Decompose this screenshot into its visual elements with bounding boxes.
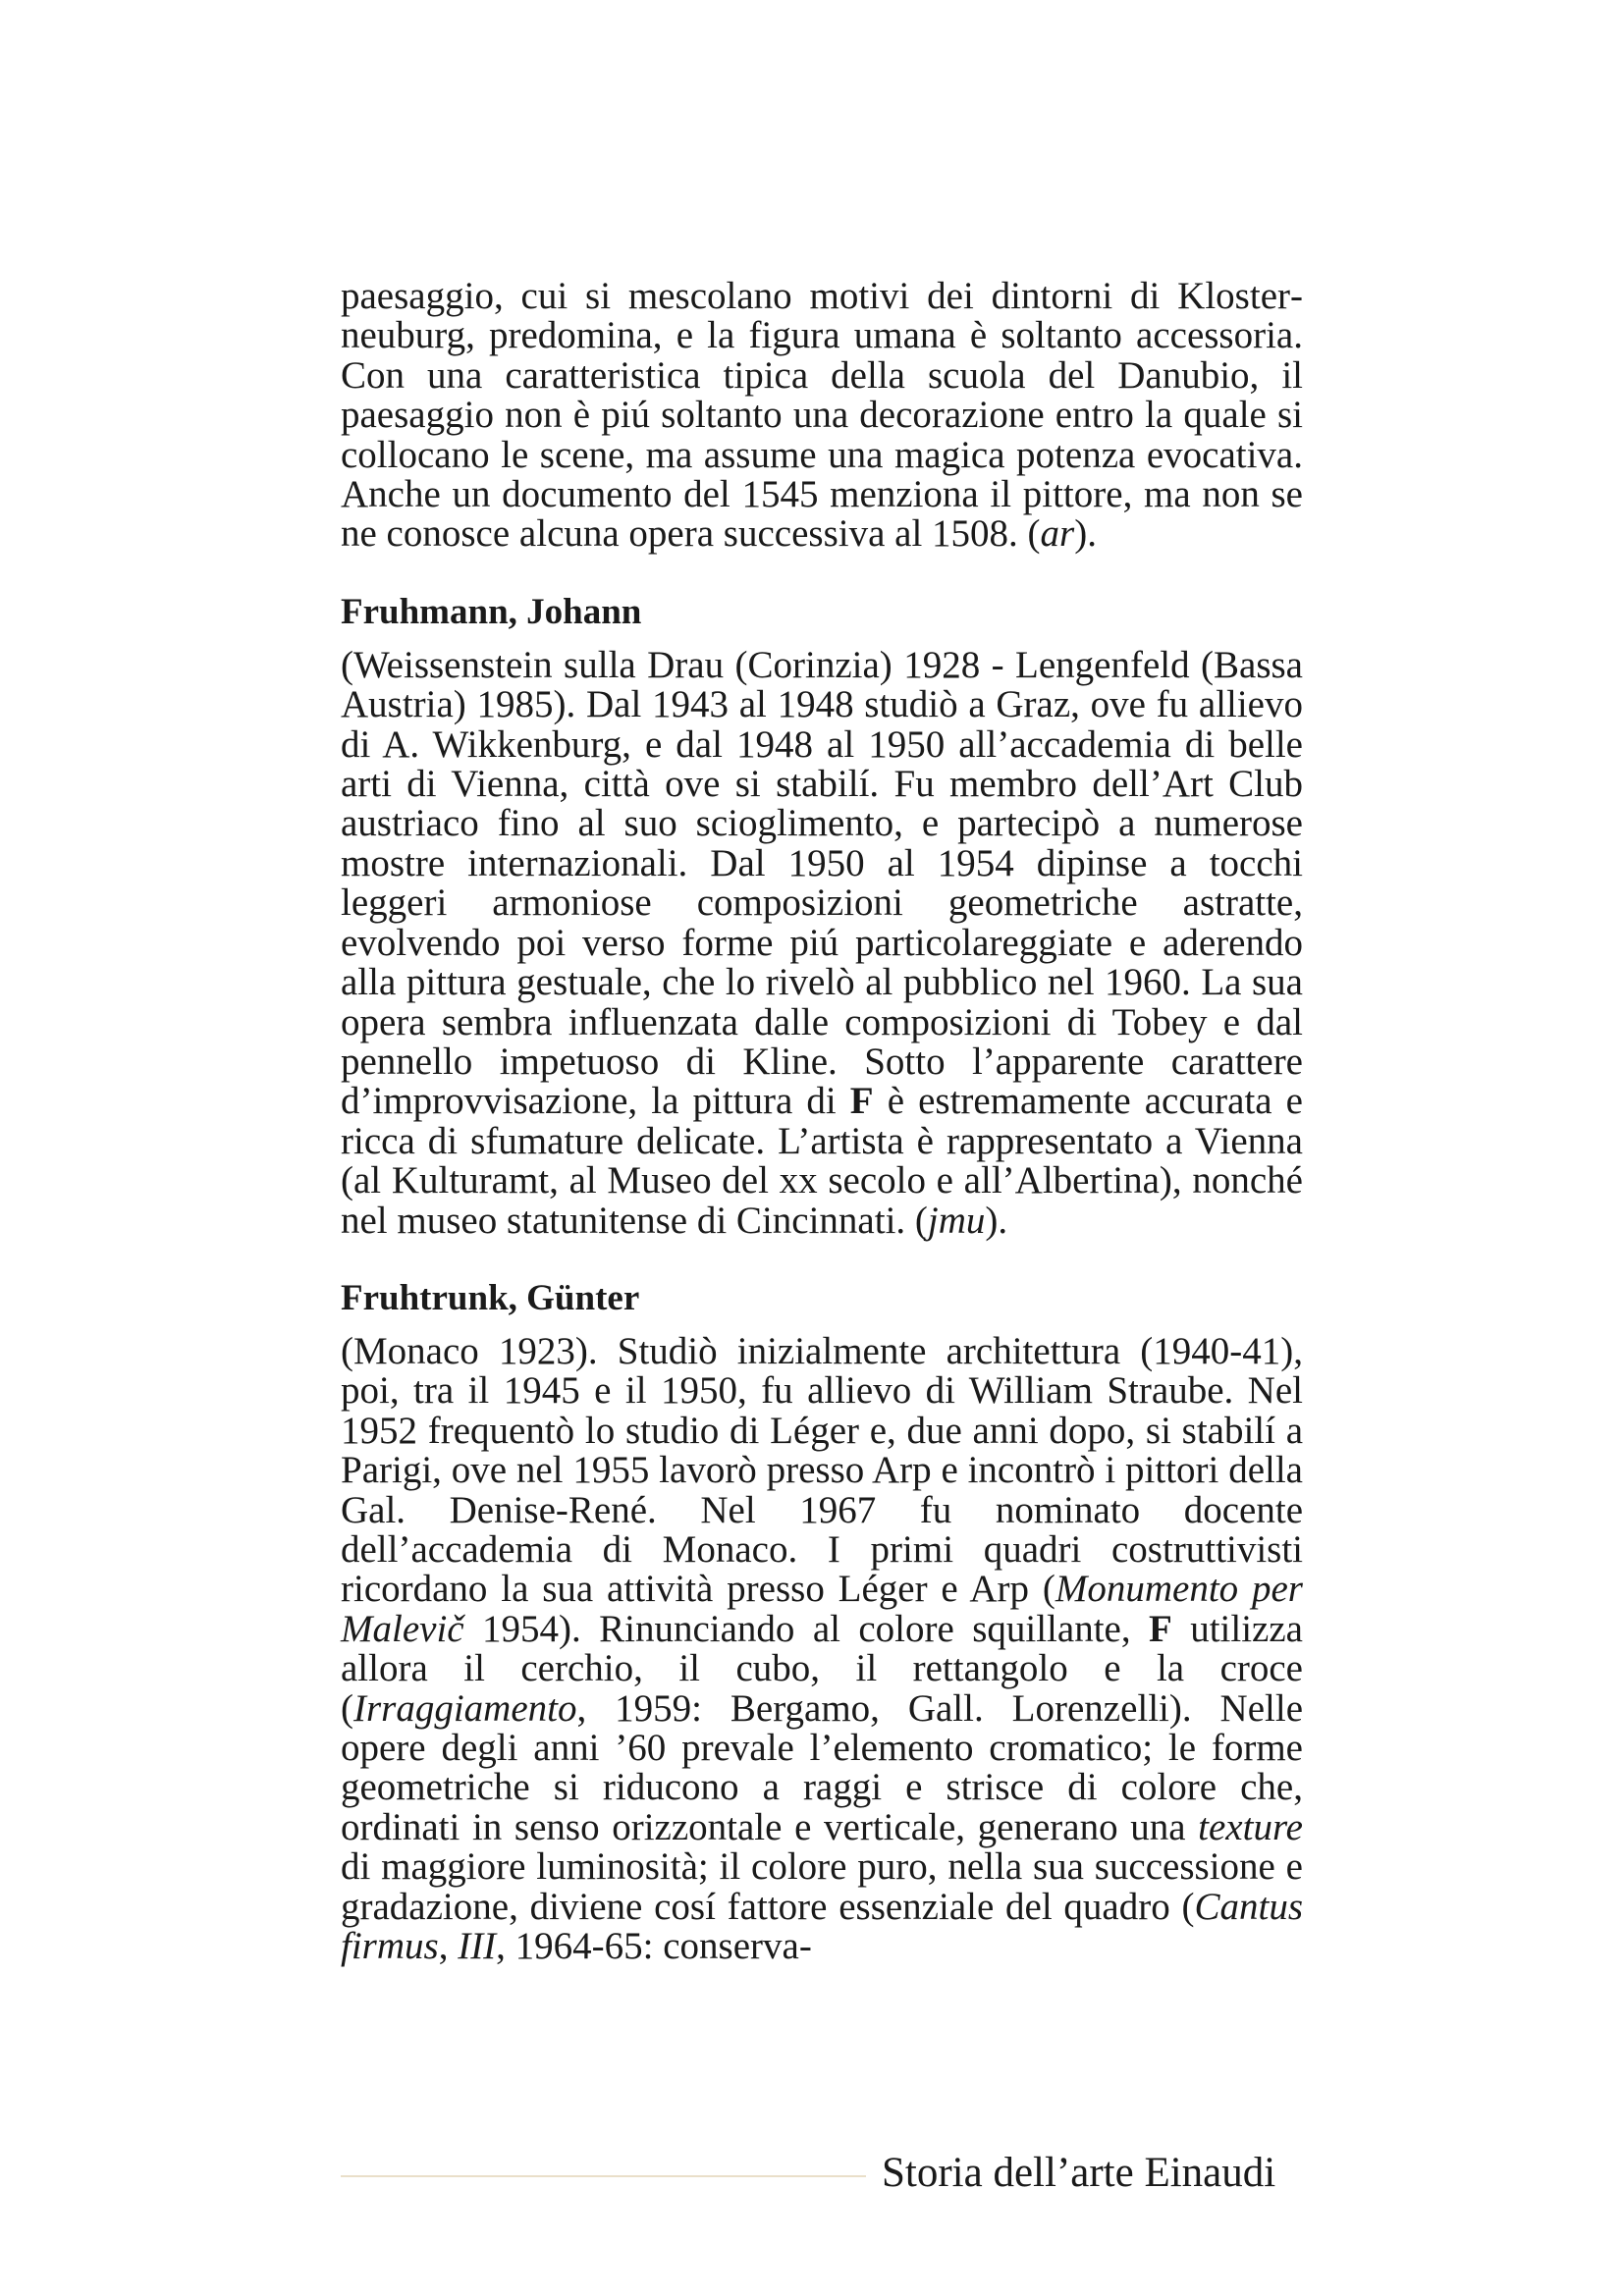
entry-body-fruhtrunk: (Monaco 1923). Studiò inizialmente architettura (1940-41), poi, tra il 1945 e il 1950, fu allievo di William Straube. Nel 1952 frequentò lo studio di Léger e, due anni dopo, si stabilí a Parigi, ove nel 1955 lavorò presso Arp e incontrò i pittori della Gal. Denise-René. Nel 1967 fu nominato docente dell’accademia di Monaco. I primi quadri costruttivisti ricordano la sua attività presso Léger e Arp (Monumento per Malevič 1954). Rinunciando al colore squillante, F utilizza allora il cerchio, il cubo, il rettangolo e la croce (Irraggiamento, 1959: Bergamo, Gall. Lorenzelli). Nelle opere degli anni ’60 prevale l’elemento cromatico; le forme geometriche si riducono a raggi e strisce di colore che, ordinati in senso orizzontale e verticale, generano una texture di maggiore luminosità; il colore puro, nella sua successione e gradazione, diviene cosí fattore essenziale del quadro (Cantus firmus, III, 1964-65: conserva- xyxy=(341,1329,1303,1968)
subject-initial: F xyxy=(849,1080,874,1123)
subject-initial: F xyxy=(1148,1607,1172,1650)
author-initials: ar xyxy=(1040,512,1075,556)
artwork-title: Irraggiamento xyxy=(353,1686,577,1730)
artwork-title: III xyxy=(458,1925,497,1968)
artwork-title: Cantus firmus xyxy=(341,1885,1303,1968)
text-column xyxy=(341,277,1303,1966)
footer-rule xyxy=(341,2175,866,2177)
publication-title: Storia dell’arte Einaudi xyxy=(882,2150,1276,2196)
author-initials: jmu xyxy=(927,1199,986,1242)
artwork-title: Monumento per Malevič xyxy=(341,1568,1303,1650)
continuation-paragraph: paesaggio, cui si mescolano motivi dei dintorni di Klosterneuburg, predomina, e la figura umana è soltanto accessoria. Con una caratteristica tipica della scuola del Danubio, il paesaggio non è piú soltanto una decorazione entro la quale si collocano le scene, ma assume una magica potenza evocativa. Anche un documento del 1545 menziona il pittore, ma non se ne conosce alcuna opera successiva al 1508. (ar). xyxy=(341,275,1303,556)
entry-body-fruhmann: (Weissenstein sulla Drau (Corinzia) 1928 - Lengenfeld (Bassa Austria) 1985). Dal 1943 al 1948 studiò a Graz, ove fu allievo di A. Wikkenburg, e dal 1948 al 1950 all’accademia di belle arti di Vienna, città ove si stabilí. Fu membro dell’Art Club austriaco fino al suo scioglimento, e partecipò a numerose mostre internazionali. Dal 1950 al 1954 dipinse a tocchi leggeri armoniose composizioni geometriche astratte, evolvendo poi verso forme piú particolareggiate e aderendo alla pittura gestuale, che lo rivelò al pubblico nel 1960. La sua opera sembra influenzata dalle composizioni di Tobey e dal pennello impetuoso di Kline. Sotto l’apparente carattere d’improvvisazione, la pittura di F è estremamente accurata e ricca di sfumature delicate. L’artista è rappresentato a Vienna (al Kulturamt, al Museo del xx secolo e all’Albertina), nonché nel museo statunitense di Cincinnati. (jmu). xyxy=(341,643,1303,1242)
entry-heading-fruhmann: Fruhmann, Johann xyxy=(341,591,642,632)
entry-heading-fruhtrunk: Fruhtrunk, Günter xyxy=(341,1277,640,1318)
italic-term: texture xyxy=(1198,1805,1303,1848)
